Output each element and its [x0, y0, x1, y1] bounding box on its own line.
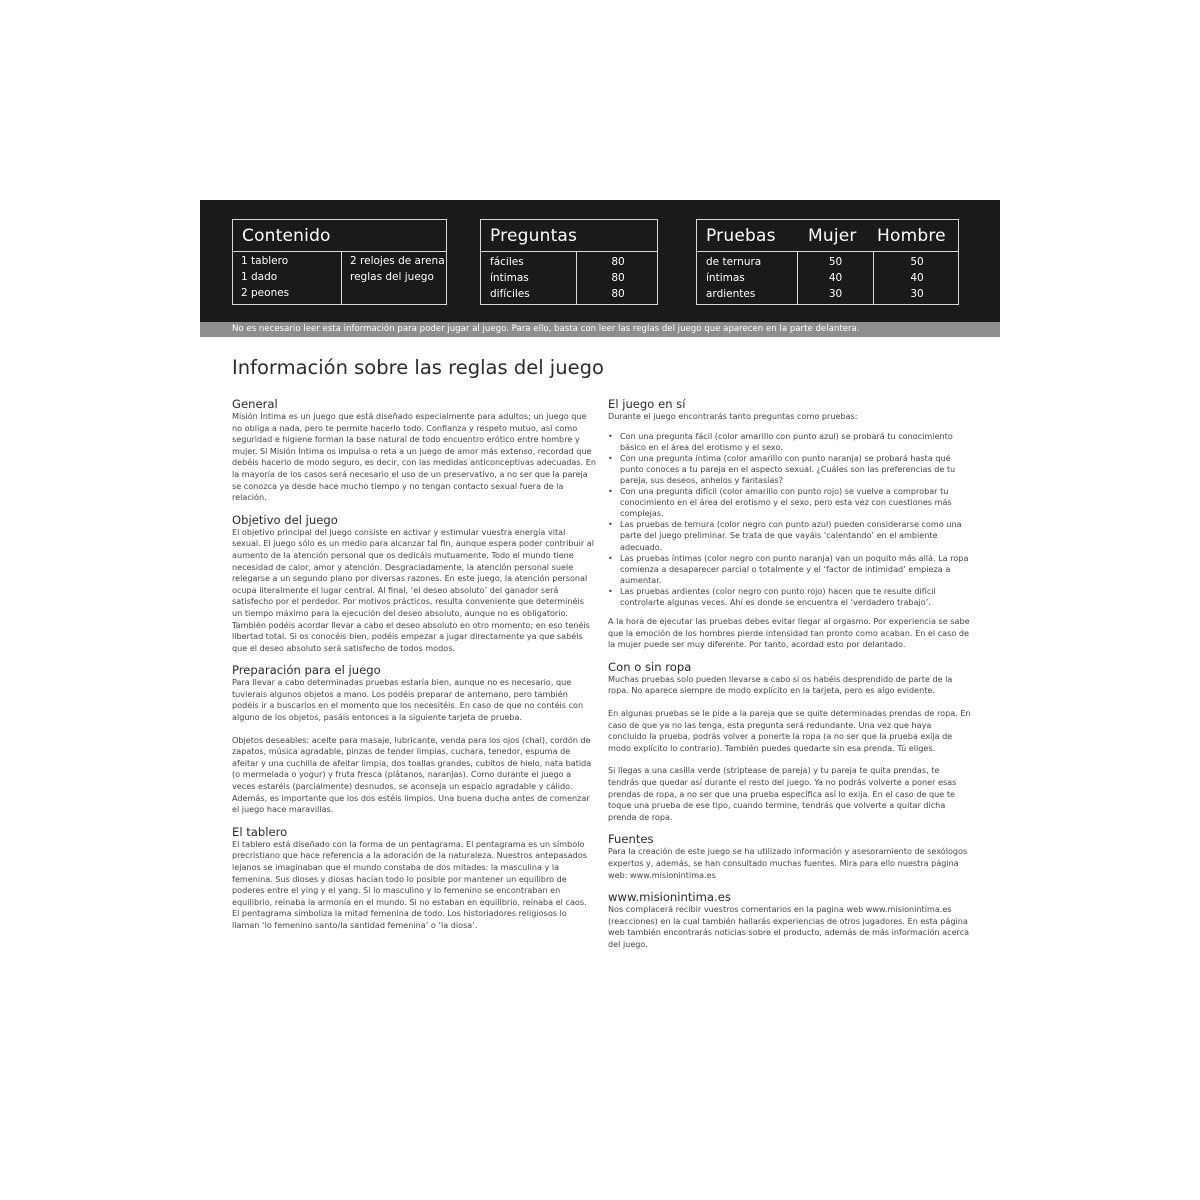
contenido-item: 2 relojes de arena	[350, 255, 445, 267]
section-objetivo	[232, 513, 596, 655]
bullet-icon: •	[608, 430, 613, 441]
header-band	[200, 200, 1000, 322]
contenido-header	[233, 220, 446, 252]
right-column	[608, 397, 972, 959]
section-fuentes	[608, 832, 972, 881]
contenido-table	[232, 219, 447, 305]
section-text: Para llevar a cabo determinadas pruebas estaría bien, aunque no es necesario, que tuvierais algunos objetos a mano. Los podéis preparar de antemano, pero también podéis ir a buscarlos en el momento que los necesitéis. En caso de que no contéis con alguno de los objetos, pasáis entonces a la siguiente tarjeta de prueba.	[232, 677, 584, 723]
list-item-text: Con una pregunta fácil (color amarillo con punto azul) se probará tu conocimiento básico en el área del erotismo y el sexo.	[620, 430, 953, 452]
section-heading: General	[232, 397, 278, 411]
pruebas-title: Pruebas	[706, 226, 776, 246]
bullet-icon: •	[608, 452, 613, 463]
section-web	[608, 890, 972, 950]
pruebas-label: íntimas	[706, 272, 745, 284]
pruebas-col-mujer: Mujer	[808, 226, 857, 246]
section-text: En algunas pruebas se le pide a la pareja que se quite determinadas prendas de ropa. En caso de que ya no las tenga, esta pregunta será redundante. Una vez que haya concluido la prueba, podrás volver a ponerte la ropa (a no ser que la prueba exija de modo explícito lo contrario). También puedes quedarte sin esa prenda. Tú eliges.	[608, 708, 971, 753]
section-text: Muchas pruebas solo pueden llevarse a cabo si os habéis desprendido de parte de la ropa. No aparece siempre de modo explícito en la tarjeta, pero es algo evidente.	[608, 673, 953, 696]
section-text: Objetos deseables: aceite para masaje, lubricante, venda para los ojos (chal), cordón de zapatos, música agradable, pinzas de tender limpias, cuchara, tenedor, espuma de afeitar y una cuchilla de afeitar limpia, dos toallas grandes, cubitos de hielo, nata batida (o mermelada o yogur) y fruta fresca (plátanos, naranjas). Como durante el juego a veces estaréis (parcialmente) desnudos, se aconseja un espacio agradable y cálido. Además, es importante que los dos estéis limpios. Una buena ducha antes de comenzar el juego hace maravillas.	[232, 734, 592, 815]
preguntas-label: íntimas	[490, 272, 529, 284]
left-column	[232, 397, 596, 941]
pruebas-label: ardientes	[706, 288, 756, 300]
list-item	[608, 453, 972, 486]
section-text: Nos complacerá recibir vuestros comentarios en la pagina web www.misionintima.es (reacciones) en la cual también hallarás experiencias de otros jugadores. En esta página web también encontrarás noticias sobre el producto, además de más información acerca del juego.	[608, 904, 970, 949]
bullet-icon: •	[608, 486, 613, 497]
section-text: Si llegas a una casilla verde (striptease de pareja) y tu pareja te quita prendas, te tendrás que quedar así durante el resto del juego. Ya no podrás volverte a poner esas prendas de ropa, a no ser que una prueba específica así lo exija. En el caso de que te toque una prueba de ese tipo, cuando termine, tendrás que volverte a quitar dicha prenda de ropa.	[608, 765, 957, 822]
section-general	[232, 397, 596, 504]
section-ropa	[608, 660, 972, 824]
bullet-icon: •	[608, 552, 613, 563]
section-heading: www.misionintima.es	[608, 890, 731, 905]
pruebas-label: de ternura	[706, 256, 762, 268]
preguntas-header	[481, 220, 657, 252]
section-heading: Preparación para el juego	[232, 663, 381, 678]
section-heading: El tablero	[232, 824, 288, 839]
list-item	[608, 553, 972, 586]
pruebas-table	[696, 219, 959, 305]
preguntas-value: 80	[611, 288, 625, 300]
list-item-text: Con una pregunta difícil (color amarillo con punto rojo) se vuelve a comprobar tu conocimiento en el área del erotismo y el sexo, pero esta vez con cuestiones más complejas.	[620, 486, 952, 519]
pruebas-mujer-value: 50	[828, 256, 843, 268]
list-item-text: Las pruebas íntimas (color negro con punto naranja) van un poquito más allá. La ropa comienza a desaparecer parcial o totalmente y el ‘factor de intimidad’ empieza a aumentar.	[620, 552, 969, 585]
preguntas-label: difíciles	[490, 288, 530, 300]
bullet-icon: •	[608, 585, 613, 596]
pruebas-hombre-value: 40	[910, 272, 924, 284]
pruebas-hombre-value: 50	[910, 256, 924, 268]
section-preparacion	[232, 663, 596, 816]
section-text: El tablero está diseñado con la forma de un pentagrama. El pentagrama es un símbolo precristiano que hace referencia a la adoración de la naturaleza. Nuestros antepasados lejanos se imaginaban que el mundo constaba de dos mitades: la masculina y la femenina. Sus dioses y diosas hacían todo lo posible por mantener un equilibro de poderes entre el ying y el yang. Si lo masculino y lo femenino se encontraban en equilibrio, reinaba la armonía en el mundo. Si no estaban en equilibrio, reinaba el caos. El pentagrama simboliza la mitad femenina de todo. Los historiadores religiosos lo llaman ‘lo femenino santo/la santidad femenina’ o ‘la diosa’.	[232, 838, 587, 930]
section-text: Durante el juego encontrarás tanto preguntas como pruebas:	[608, 411, 858, 421]
bullet-icon: •	[608, 519, 613, 530]
section-heading: Objetivo del juego	[232, 512, 338, 527]
notice-bar: No es necesario leer esta información para poder jugar al juego. Para ello, basta con leer las reglas del juego que aparecen en la parte delantera.	[200, 322, 1000, 337]
contenido-item: 1 dado	[241, 271, 278, 283]
list-item	[608, 486, 972, 519]
list-item-text: Las pruebas de ternura (color negro con punto azul) pueden considerarse como una parte del juego preliminar. Se trata de que vayáis ‘calentando’ en el ambiente adecuado.	[620, 519, 962, 552]
section-tablero	[232, 825, 596, 932]
section-heading: El juego en sí	[608, 397, 686, 411]
section-text: Para la creación de este juego se ha utilizado información y asesoramiento de sexólogos expertos y, además, se han consultado muchas fuentes. Mira para ello nuestra página web: www.misionintima.es	[608, 846, 968, 880]
preguntas-label: fáciles	[490, 256, 524, 268]
pruebas-mujer-value: 30	[828, 288, 843, 300]
list-item-text: Con una pregunta íntima (color amarillo con punto naranja) se probará hasta qué punto conoces a tu pareja en el aspecto sexual. ¿Cuáles son las preferencias de tu pareja, sus deseos, anhelos y fantasías?	[620, 452, 956, 485]
section-heading: Fuentes	[608, 832, 654, 847]
preguntas-title: Preguntas	[490, 226, 578, 246]
contenido-item: 1 tablero	[241, 255, 289, 267]
section-juego	[608, 397, 972, 651]
page-title: Información sobre las reglas del juego	[232, 356, 604, 379]
list-item	[608, 519, 972, 552]
section-heading: Con o sin ropa	[608, 659, 692, 674]
rules-list	[608, 431, 972, 609]
pruebas-hombre-value: 30	[910, 288, 924, 300]
preguntas-value: 80	[611, 256, 625, 268]
contenido-divider	[341, 251, 342, 304]
contenido-item: 2 peones	[241, 287, 290, 299]
section-text: Misión Íntima es un juego que está diseñado especialmente para adultos; un juego que no obliga a nada, pero te permite hacerlo todo. Confianza y respeto mutuo, así como seguridad e higiene forman la base natural de todo encuentro erótico entre hombre y mujer. Si Misión Íntima os impulsa o reta a un juego de amor más extenso, recordad que debéis hacerlo de modo seguro, es decir, con las medidas anticonceptivas adecuadas. En la mayoría de los casos será necesario el uso de un preservativo, a no ser que la pareja se conozca ya desde hace mucho tiempo y no tengan contacto sexual fuera de la relación.	[232, 411, 596, 503]
pruebas-col-hombre: Hombre	[877, 226, 946, 246]
contenido-item: reglas del juego	[350, 271, 434, 283]
pruebas-header	[697, 220, 958, 252]
contenido-title: Contenido	[242, 226, 331, 246]
list-item	[608, 586, 972, 608]
section-text: El objetivo principal del juego consiste en activar y estimular vuestra energía vital sexual. El juego sólo es un medio para alcanzar tal fin, aunque espera poder contribuir al aumento de la atención personal que os dedicáis mutuamente. Todo el mundo tiene necesidad de calor, amor y atención. Desgraciadamente, la atención personal suele relegarse a un segundo plano por diversas razones. En este juego, la atención personal ocupa literalmente el lugar central. Al final, ‘el deseo absoluto’ del ganador será satisfecho por el perdedor. Por motivos prácticos, resulta conveniente que determinéis un tiempo máximo para la ejecución del deseo absoluto, aunque no es obligatorio. También podéis acordar llevar a cabo el deseo absoluto en otro momento; en eso tenéis libertad total. Si os conocéis bien, podéis empezar a jugar directamente ya que sabéis que el deseo absoluto será satisfecho de todos modos.	[232, 526, 594, 653]
preguntas-value: 80	[611, 272, 625, 284]
list-item	[608, 431, 972, 453]
list-item-text: Las pruebas ardientes (color negro con punto rojo) hacen que te resulte difícil controlarte algunas veces. Ahí es donde se encuentra el ‘verdadero trabajo’.	[620, 585, 936, 607]
section-text: A la hora de ejecutar las pruebas debes evitar llegar al orgasmo. Por experiencia se sabe que la emoción de los hombres pierde intensidad tan pronto como acaban. En el caso de la mujer puede ser muy diferente. Por tanto, acordad esto por delantado.	[608, 616, 970, 650]
preguntas-table	[480, 219, 658, 305]
pruebas-mujer-value: 40	[828, 272, 843, 284]
